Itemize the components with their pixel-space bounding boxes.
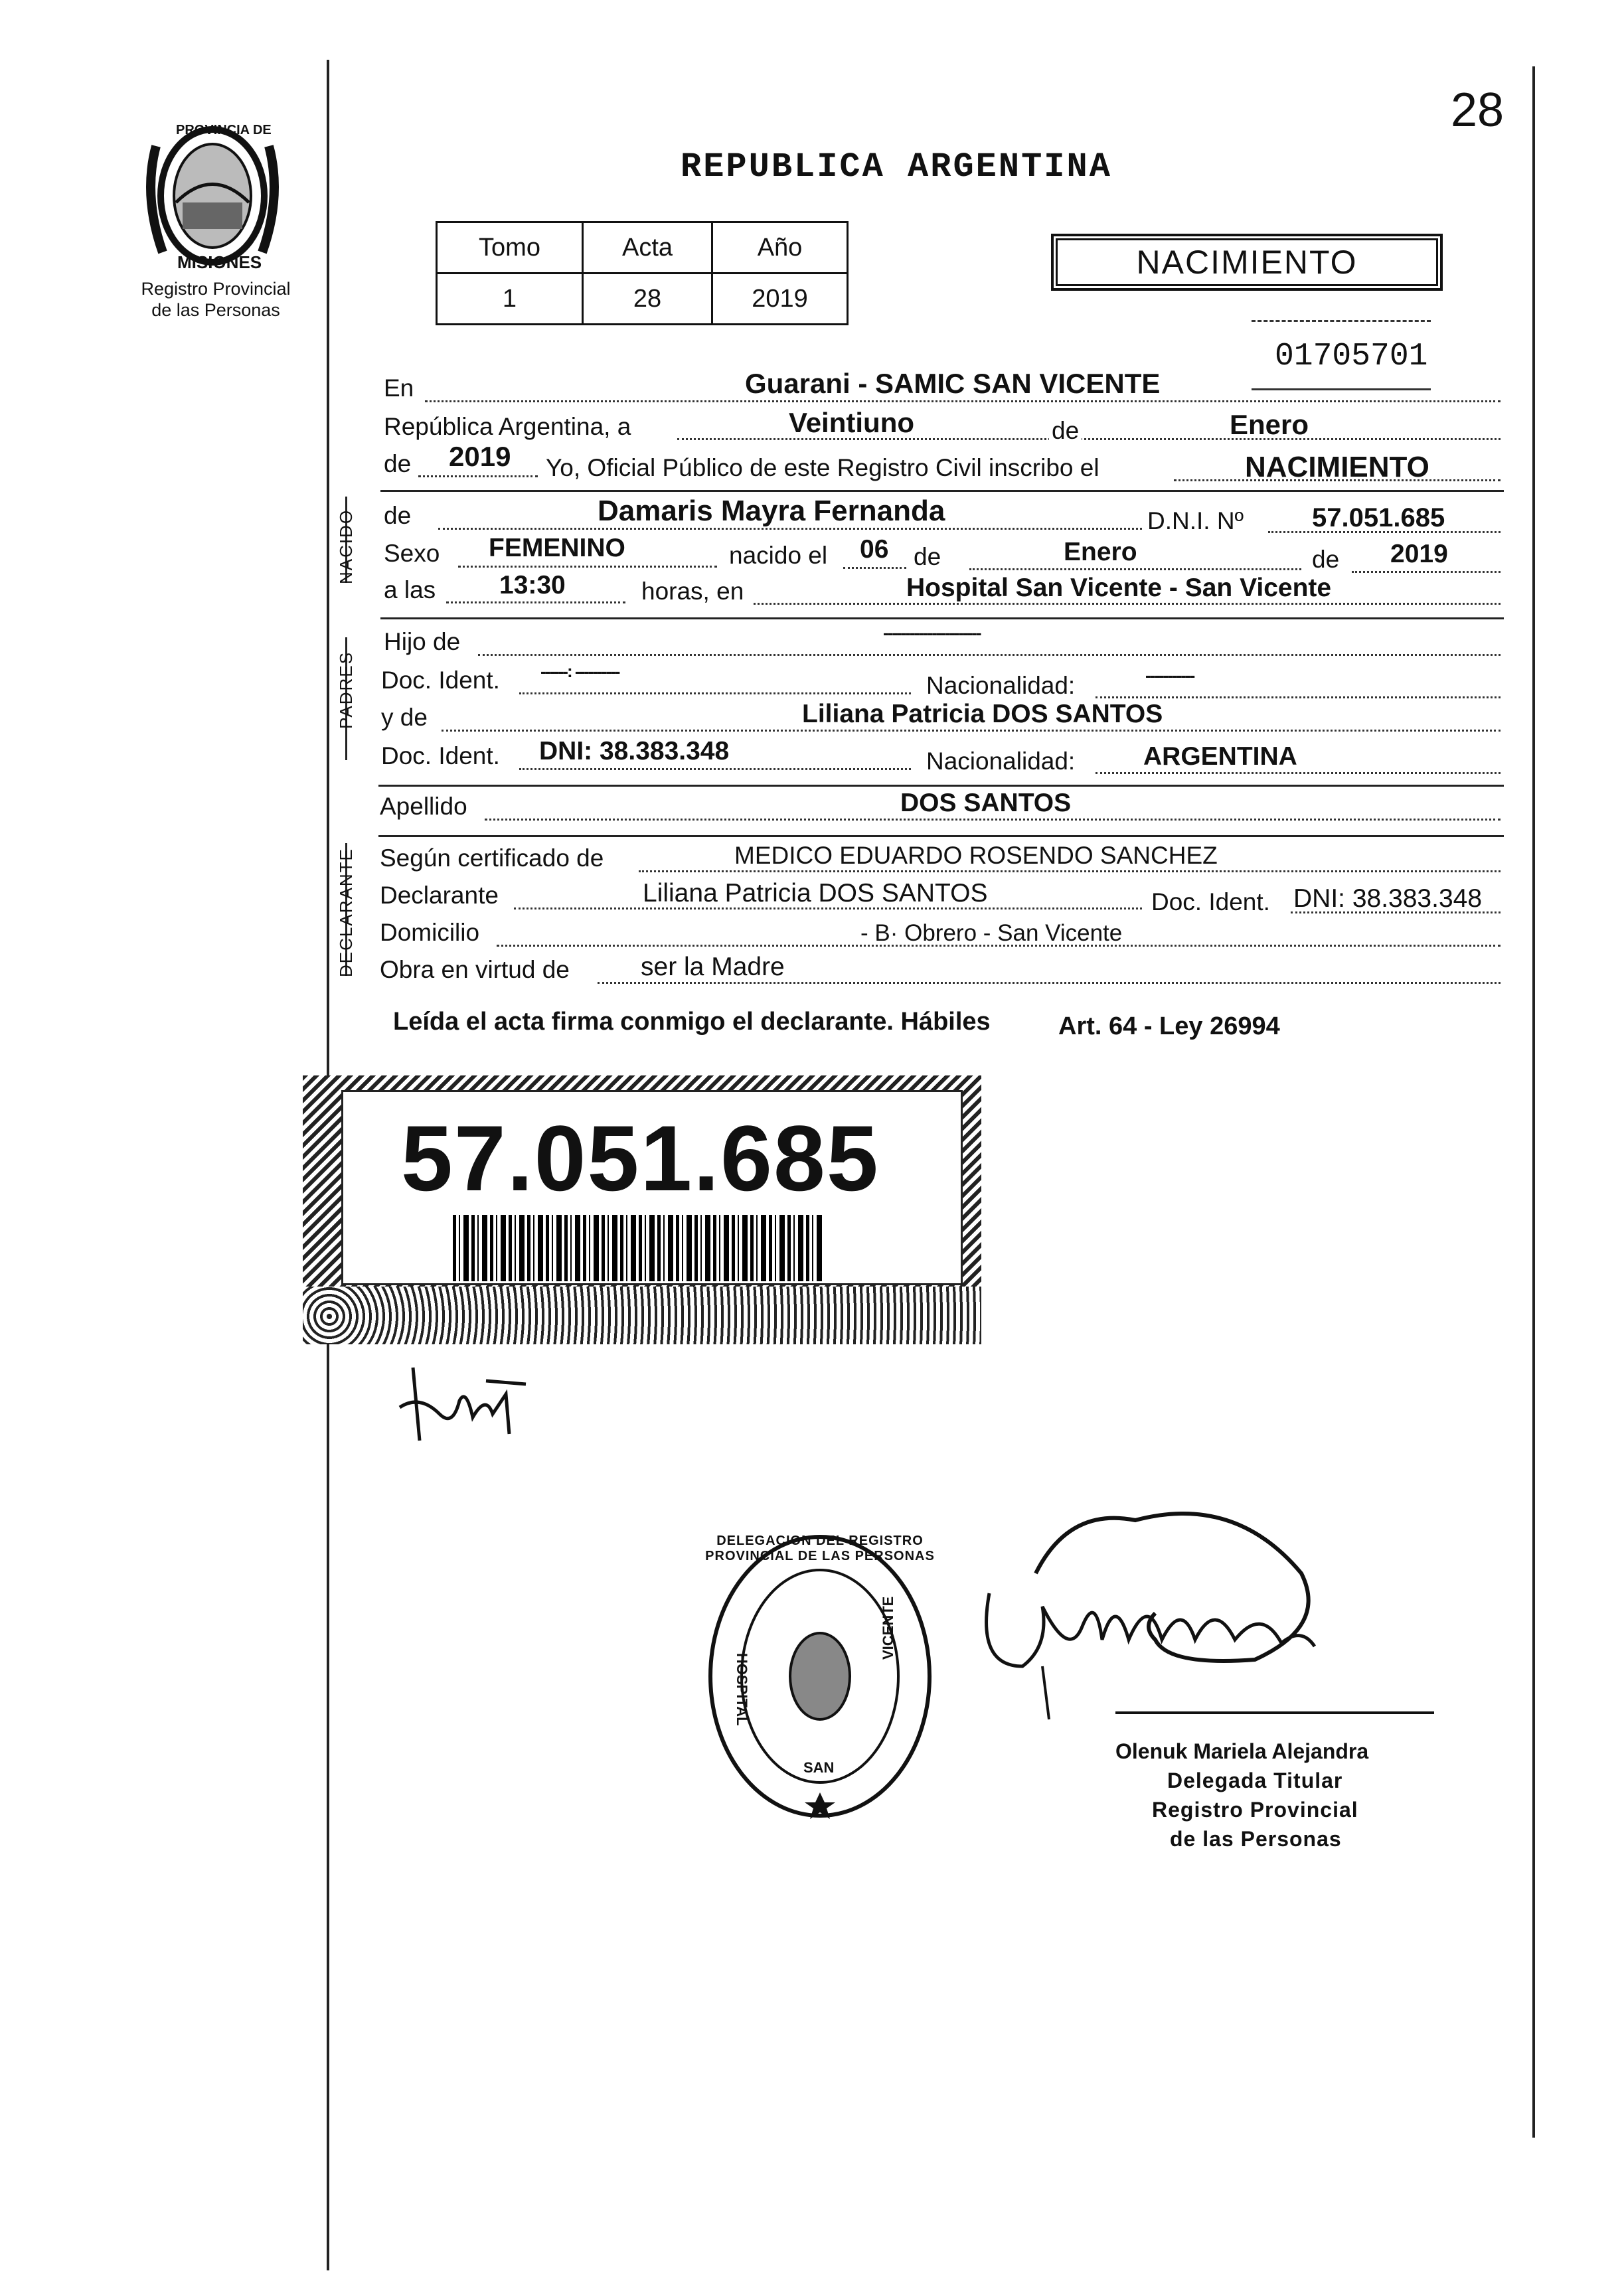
nac2-label: Nacionalidad: xyxy=(926,748,1076,775)
table-header: Año xyxy=(712,222,848,274)
de-label: de xyxy=(1049,418,1082,443)
section-rule xyxy=(380,617,1504,619)
act-type: NACIMIENTO xyxy=(1136,244,1358,281)
seal-bottom-text: MISIONES xyxy=(177,252,262,272)
dots xyxy=(677,438,1501,440)
stamp-outer-text: DELEGACION DEL REGISTRO PROVINCIAL DE LAS PERSONAS xyxy=(705,1534,935,1563)
dni-value: 57.051.685 xyxy=(1312,503,1445,532)
nacido-day: 06 xyxy=(860,535,889,564)
hijo-value: ---------------------- xyxy=(883,623,981,643)
sexo-label: Sexo xyxy=(384,540,440,567)
sticker-number: 57.051.685 xyxy=(401,1106,880,1210)
closing-law: Art. 64 - Ley 26994 xyxy=(1058,1012,1280,1040)
republica-label: República Argentina, a xyxy=(384,413,631,440)
dots xyxy=(969,568,1301,570)
lugar-value: Hospital San Vicente - San Vicente xyxy=(906,574,1332,602)
en-value: Guarani - SAMIC SAN VICENTE xyxy=(745,368,1161,399)
side-label-declarante: DECLARANTE xyxy=(336,848,356,977)
domicilio-label: Domicilio xyxy=(380,919,480,946)
dots xyxy=(514,907,1142,909)
horas-en-label: horas, en xyxy=(641,578,744,605)
declarant-signature xyxy=(393,1354,539,1454)
nacido-de-label: de xyxy=(914,543,941,570)
decl-doc-label: Doc. Ident. xyxy=(1151,888,1270,915)
tomo-value: 1 xyxy=(437,274,583,325)
dots xyxy=(1352,571,1501,573)
doc1-label: Doc. Ident. xyxy=(381,667,500,694)
dots xyxy=(1096,696,1501,698)
dots xyxy=(425,400,1501,402)
nacido-label: nacido el xyxy=(729,542,828,569)
stamp-inner-left: HOSPITAL xyxy=(734,1653,750,1726)
dots xyxy=(598,982,1501,984)
section-rule xyxy=(378,835,1504,837)
dots xyxy=(754,603,1501,605)
dots xyxy=(446,601,625,603)
logo-label-line1: Registro Provincial xyxy=(141,279,291,299)
dots xyxy=(438,528,1142,530)
province-seal-logo xyxy=(136,119,289,279)
doc2-label: Doc. Ident. xyxy=(381,742,500,769)
dots xyxy=(1096,772,1501,774)
apellido-label: Apellido xyxy=(380,793,467,820)
dots xyxy=(519,768,911,770)
dots xyxy=(639,870,1501,872)
table-header: Acta xyxy=(583,222,712,274)
inscribe-value: NACIMIENTO xyxy=(1245,451,1429,483)
doc2-value: DNI: 38.383.348 xyxy=(539,737,730,765)
signatory-org-line1: Registro Provincial xyxy=(1152,1798,1358,1822)
dni-sticker xyxy=(303,1075,981,1344)
nacido-month: Enero xyxy=(1064,538,1137,566)
nac1-label: Nacionalidad: xyxy=(926,672,1076,699)
dots xyxy=(843,567,906,569)
official-signature xyxy=(969,1494,1447,1733)
section-rule xyxy=(378,785,1504,787)
signatory-role: Delegada Titular xyxy=(1167,1769,1343,1792)
record-table xyxy=(436,221,849,325)
closing-text: Leída el acta firma conmigo el declarante. Hábiles xyxy=(393,1008,991,1036)
decl-doc-value: DNI: 38.383.348 xyxy=(1293,884,1483,913)
dni-label: D.N.I. Nº xyxy=(1147,507,1244,534)
barcode xyxy=(453,1215,825,1281)
serial-number: 01705701 xyxy=(1275,339,1428,374)
dots xyxy=(418,475,538,477)
document-title: REPUBLICA ARGENTINA xyxy=(681,147,1112,187)
acta-value: 28 xyxy=(583,274,712,325)
obra-value: ser la Madre xyxy=(641,953,785,981)
dots xyxy=(485,819,1501,821)
domicilio-value: - B· Obrero - San Vicente xyxy=(860,920,1123,946)
year-label: de xyxy=(384,450,412,477)
dots xyxy=(478,654,1501,656)
declarante-label: Declarante xyxy=(380,882,499,909)
child-name-value: Damaris Mayra Fernanda xyxy=(598,495,945,527)
apellido-value: DOS SANTOS xyxy=(900,789,1072,817)
madre-value: Liliana Patricia DOS SANTOS xyxy=(802,700,1163,728)
declarante-value: Liliana Patricia DOS SANTOS xyxy=(643,879,988,907)
obra-label: Obra en virtud de xyxy=(380,956,570,983)
serial-box xyxy=(1252,320,1431,390)
sexo-value: FEMENINO xyxy=(489,534,625,562)
signatory-name: Olenuk Mariela Alejandra xyxy=(1115,1739,1369,1763)
table-header: Tomo xyxy=(437,222,583,274)
act-type-box xyxy=(1051,234,1443,291)
hora-value: 13:30 xyxy=(499,571,566,599)
nac2-value: ARGENTINA xyxy=(1143,742,1297,771)
anio-value: 2019 xyxy=(712,274,848,325)
stamp-inner-bottom: SAN xyxy=(803,1759,835,1776)
dots xyxy=(519,692,911,694)
stamp-inner-right: VICENTE xyxy=(880,1596,896,1660)
doc1-value: ------: ---------- xyxy=(540,661,619,681)
signatory-org-line2: de las Personas xyxy=(1170,1827,1342,1851)
dots xyxy=(458,566,717,568)
seal-top-text: PROVINCIA DE xyxy=(176,123,272,137)
en-label: En xyxy=(384,374,414,402)
logo-label-line2: de las Personas xyxy=(151,300,280,320)
right-margin-line xyxy=(1532,66,1535,2138)
name-label: de xyxy=(384,502,412,529)
page-number: 28 xyxy=(1451,84,1504,137)
hijo-label: Hijo de xyxy=(384,628,461,655)
registry-stamp xyxy=(697,1527,943,1826)
official-text: Yo, Oficial Público de este Registro Civil inscribo el xyxy=(546,454,1099,481)
year-value: 2019 xyxy=(449,441,511,472)
cert-value: MEDICO EDUARDO ROSENDO SANCHEZ xyxy=(734,842,1218,869)
side-label-padres: PADRES xyxy=(336,651,356,729)
cert-label: Según certificado de xyxy=(380,844,604,872)
yde-label: y de xyxy=(381,704,428,731)
sticker-bottom-band xyxy=(303,1287,981,1344)
month-value: Enero xyxy=(1230,409,1309,440)
hora-label: a las xyxy=(384,576,436,603)
nacido-year-label: de xyxy=(1312,546,1340,573)
day-value: Veintiuno xyxy=(789,407,914,438)
side-label-nacido: NACIDO xyxy=(336,509,356,584)
dots xyxy=(442,730,1501,732)
section-rule xyxy=(380,490,1504,492)
nac1-value: ----------- xyxy=(1145,665,1194,685)
nacido-year: 2019 xyxy=(1390,540,1448,568)
